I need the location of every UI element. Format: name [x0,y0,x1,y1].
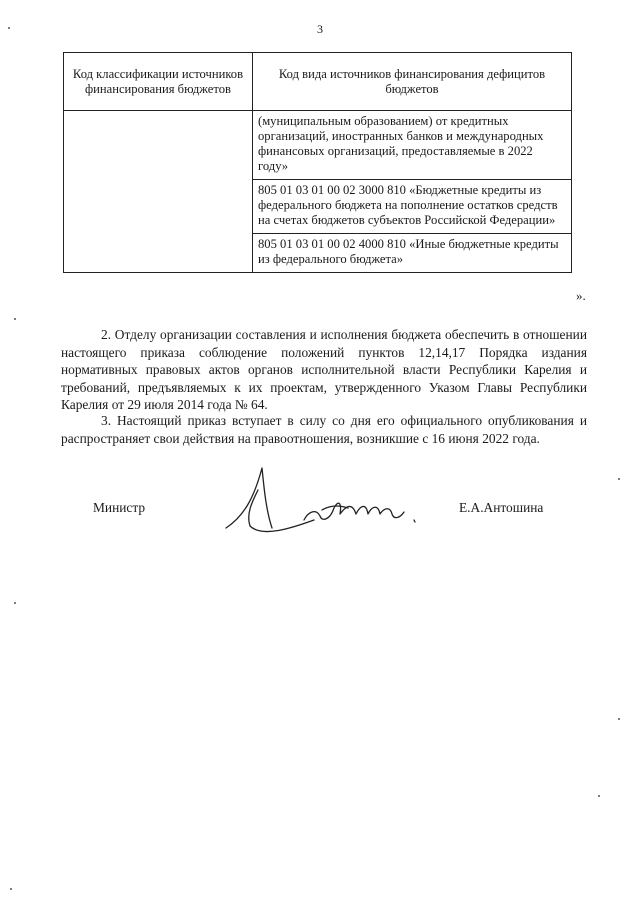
table-cell-empty [64,111,253,273]
scan-speck [10,888,12,890]
signatory-title: Министр [93,500,146,515]
table-cell-row-3: 805 01 03 01 00 02 4000 810 «Иные бюджетные кредиты из федерального бюджета» [253,234,572,273]
signatory-name: Е.А.Антошина [459,500,544,515]
paragraph-3: 3. Настоящий приказ вступает в силу со дня его официального опубликования и распространяет свои действия на правоотношения, возникшие с 16 июня 2022 года. [61,413,587,446]
table-closing-quote: ». [576,288,586,303]
scan-speck [618,718,620,720]
header-classification-code: Код классификации источников финансирования бюджетов [64,53,253,111]
handwritten-signature [222,458,452,543]
scan-speck [618,478,620,480]
table-header-row [64,53,572,111]
scan-speck [598,795,600,797]
scan-speck [14,318,16,320]
scan-speck [14,602,16,604]
financing-sources-table [63,52,572,273]
paragraph-2: 2. Отделу организации составления и исполнения бюджета обеспечить в отношении настоящего приказа соблюдение положений пунктов 12,14,17 Порядка издания нормативных правовых актов органов исполнительной власти Республики Карелия и требований, предъявляемых к их проектам, утвержденного Указом Главы Республики Карелия от 29 июля 2014 года № 64. [61,327,587,412]
table-cell-row-2: 805 01 03 01 00 02 3000 810 «Бюджетные кредиты из федерального бюджета на пополнение остатков средств на счетах бюджетов субъектов Российской Федерации» [253,180,572,234]
scan-speck [8,27,10,29]
signature-block [0,500,640,540]
header-source-type-code: Код вида источников финансирования дефицитов бюджетов [253,53,572,111]
page-number: 3 [317,22,323,36]
table-row [64,111,572,180]
table-cell-row-1: (муниципальным образованием) от кредитных организаций, иностранных банков и международных финансовых организаций, предоставляемые в 2022 году» [253,111,572,180]
